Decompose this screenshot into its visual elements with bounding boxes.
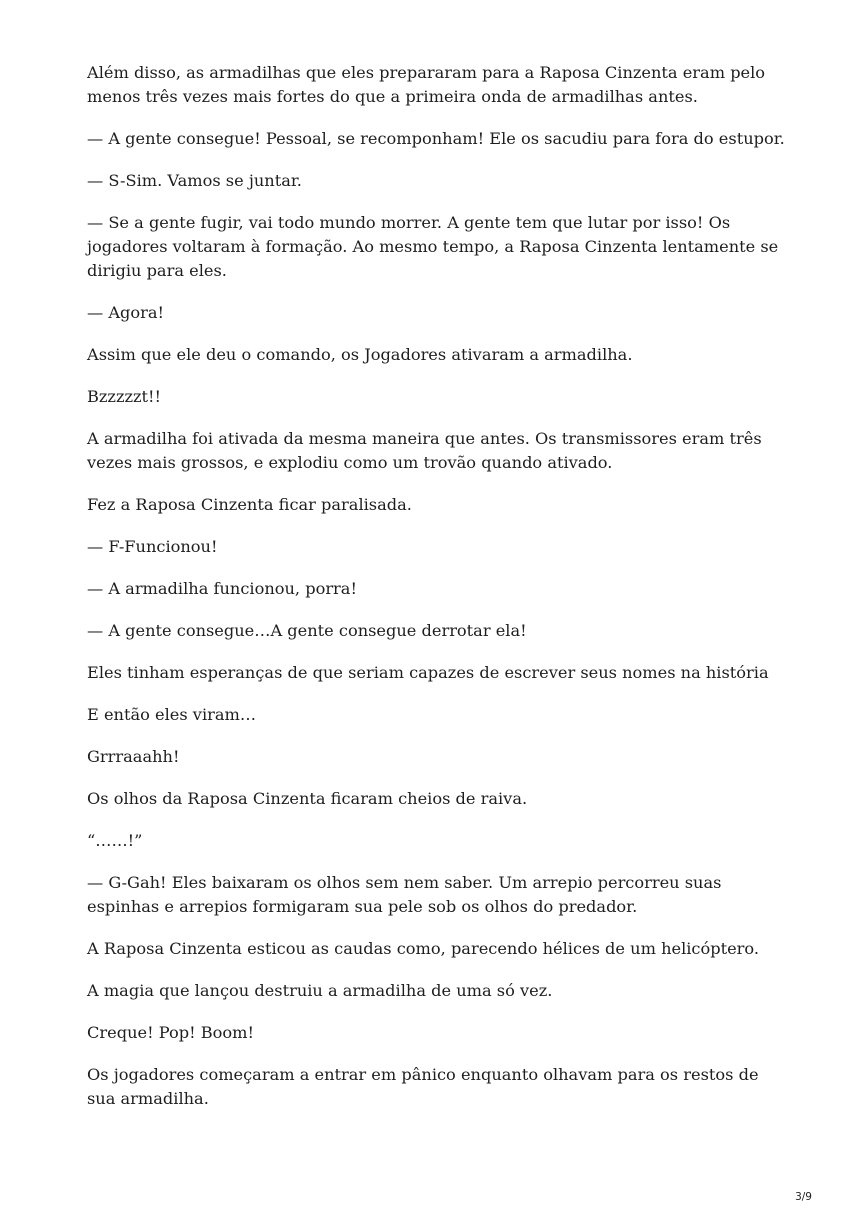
document-body xyxy=(87,61,787,1129)
paragraph: Assim que ele deu o comando, os Jogadores ativaram a armadilha. xyxy=(87,345,633,364)
paragraph: “……!” xyxy=(87,831,143,850)
paragraph: Os olhos da Raposa Cinzenta ficaram cheios de raiva. xyxy=(87,789,528,808)
paragraph: Bzzzzzt!! xyxy=(87,387,162,406)
paragraph: Além disso, as armadilhas que eles prepararam para a Raposa Cinzenta eram pelo menos três vezes mais fortes do que a primeira onda de armadilhas antes. xyxy=(87,63,766,106)
paragraph: — G-Gah! Eles baixaram os olhos sem nem saber. Um arrepio percorreu suas espinhas e arrepios formigaram sua pele sob os olhos do predador. xyxy=(87,873,722,916)
paragraph: — Agora! xyxy=(87,303,165,322)
page-number: 3/9 xyxy=(795,1191,812,1203)
paragraph: Fez a Raposa Cinzenta ficar paralisada. xyxy=(87,495,412,514)
paragraph: — A gente consegue…A gente consegue derrotar ela! xyxy=(87,621,527,640)
paragraph: A Raposa Cinzenta esticou as caudas como, parecendo hélices de um helicóptero. xyxy=(87,939,760,958)
paragraph: Grrraaahh! xyxy=(87,747,180,766)
paragraph: Eles tinham esperanças de que seriam capazes de escrever seus nomes na história xyxy=(87,663,769,682)
paragraph: E então eles viram… xyxy=(87,705,257,724)
paragraph: A magia que lançou destruiu a armadilha de uma só vez. xyxy=(87,981,553,1000)
paragraph: — Se a gente fugir, vai todo mundo morrer. A gente tem que lutar por isso! Os jogadores voltaram à formação. Ao mesmo tempo, a Raposa Cinzenta lentamente se dirigiu para eles. xyxy=(87,213,779,280)
paragraph: — A gente consegue! Pessoal, se recomponham! Ele os sacudiu para fora do estupor. xyxy=(87,129,785,148)
paragraph: — A armadilha funcionou, porra! xyxy=(87,579,357,598)
paragraph: — F-Funcionou! xyxy=(87,537,218,556)
paragraph: Os jogadores começaram a entrar em pânico enquanto olhavam para os restos de sua armadilha. xyxy=(87,1065,759,1108)
paragraph: — S-Sim. Vamos se juntar. xyxy=(87,171,302,190)
paragraph: Creque! Pop! Boom! xyxy=(87,1023,254,1042)
paragraph: A armadilha foi ativada da mesma maneira que antes. Os transmissores eram três vezes mais grossos, e explodiu como um trovão quando ativado. xyxy=(87,429,762,472)
